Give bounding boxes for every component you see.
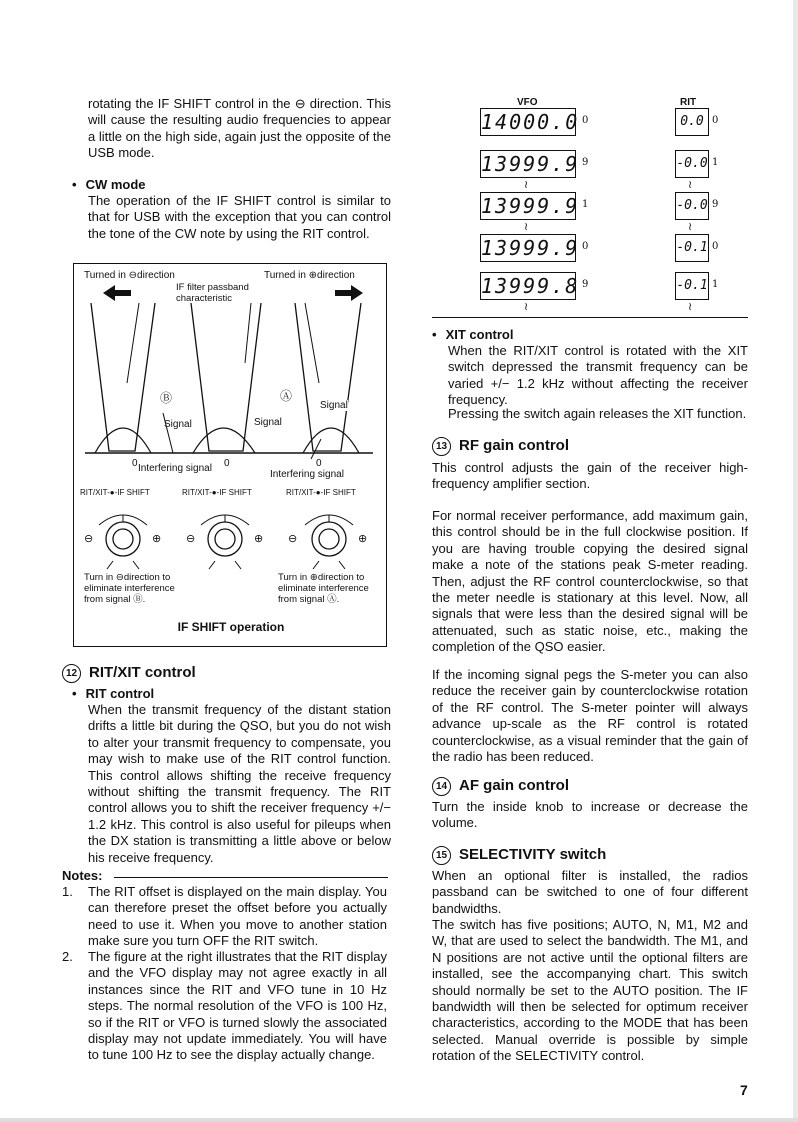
wave-mark: ≀	[688, 301, 693, 313]
vfo-display: 14000.0	[481, 110, 580, 134]
rit-subdigit: 0	[712, 241, 719, 252]
knob-plus-1: ⊕	[152, 533, 162, 545]
wave-mark: ≀	[688, 179, 693, 191]
wave-mark: ≀	[524, 179, 529, 191]
signal-label-left: Signal	[164, 419, 192, 430]
scan-edge-bottom	[0, 1118, 798, 1122]
scan-edge-right	[793, 0, 798, 1122]
rit-subdigit: 0	[712, 115, 719, 126]
knob-plus-3: ⊕	[358, 533, 368, 545]
section-15-p2: The switch has five positions; AUTO, N, M1, M2 and W, that are used to select the bandwidth. The M1, and N positions are not active until the optional filters are installed, see the accompanying chart. This switch should normally be set to the AUTO position. The IF bandwidth will then be selected for optimum receiver characteristics, according to the MODE that has been selected. Manual override is possible by simple rotation of the SELECTIVITY control.	[432, 917, 748, 1064]
if-shift-figure	[73, 263, 387, 647]
section-12-heading: 12 RIT/XIT control	[62, 664, 196, 683]
section-15-number: 15	[432, 846, 451, 865]
xit-control-text-2: Pressing the switch again releases the XIT function.	[448, 406, 747, 421]
interfering-label-left: Interfering signal	[138, 463, 212, 474]
zero-right: 0	[316, 458, 322, 469]
vfo-subdigit: 0	[582, 241, 589, 252]
rit-subdigit: 1	[712, 279, 719, 290]
cw-mode-text: The operation of the IF SHIFT control is similar to that for USB with the exception that you can control the tone of the CW note by using the RIT control.	[88, 193, 391, 241]
vfo-subdigit: 1	[582, 199, 589, 210]
rit-display: -0.0	[675, 192, 709, 220]
signal-label-right: Signal	[320, 400, 348, 411]
rit-label: RIT	[680, 97, 697, 108]
section-14-p1: Turn the inside knob to increase or decrease the volume.	[432, 799, 748, 831]
vfo-subdigit: 9	[582, 157, 589, 168]
rit-display: 0.0	[675, 108, 709, 136]
wave-mark: ≀	[524, 301, 529, 313]
knob-right	[305, 515, 353, 569]
knob-minus-3: ⊖	[288, 533, 298, 545]
knob-label-1: RIT/XIT-●-IF SHIFT	[80, 488, 150, 497]
note-2: 2. The figure at the right illustrates that the RIT display and the VFO display may not agree exactly in all instances since the RIT and VFO tune in 10 Hz steps. The normal resolution of the VFO is 100 Hz, so if the RIT or VFO is turned slowly the associated display may not update immediately. You will have to tune 100 Hz to see the display actually change.	[62, 949, 387, 1063]
knob-minus-1: ⊖	[84, 533, 94, 545]
rit-display: -0.1	[675, 234, 709, 262]
section-13-p2: For normal receiver performance, add maximum gain, this control should be in the full clockwise position. If you are having trouble copying the desired signal make a note of the stations peak S-meter reading. Then, adjust the RF control counterclockwise, so that the meter needle is stationary at this level. Now, all signals that were less than the desired signal will be attenuated, such as static noise, etc., making the completion of the QSO easier.	[432, 508, 748, 655]
zero-center: 0	[224, 458, 230, 469]
knob-label-3: RIT/XIT-●-IF SHIFT	[286, 488, 356, 497]
zero-left: 0	[132, 458, 138, 469]
section-15-p1: When an optional filter is installed, the radios passband can be switched to one of four different bandwidths.	[432, 868, 748, 916]
page-number: 7	[740, 1082, 748, 1098]
display-divider	[432, 317, 748, 318]
rit-subdigit: 1	[712, 157, 719, 168]
turn-minus-text: Turn in ⊖direction to eliminate interference from signal Ⓑ.	[84, 572, 175, 605]
xit-control-text: When the RIT/XIT control is rotated with the XIT switch depressed the transmit frequency can be varied +/− 1.2 kHz without affecting the receiver frequency.	[448, 343, 748, 408]
wave-mark: ≀	[688, 221, 693, 233]
vfo-label: VFO	[517, 97, 538, 108]
interfering-label-right: Interfering signal	[270, 469, 344, 480]
notes-heading: Notes:	[62, 868, 388, 883]
section-13-p1: This control adjusts the gain of the receiver high-frequency amplifier section.	[432, 460, 748, 492]
vfo-display: 13999.8	[481, 274, 580, 298]
turned-minus-label: Turned in ⊖direction	[84, 270, 175, 281]
figure-caption: IF SHIFT operation	[177, 620, 285, 634]
cw-mode-heading: • CW mode	[72, 177, 146, 192]
note-1: 1. The RIT offset is displayed on the main display. You can therefore preset the offset before you actually need to use it. When you move to another station make sure you turn OFF the RIT switch.	[62, 884, 387, 949]
vfo-display: 13999.9	[481, 152, 580, 176]
arrow-left-icon	[103, 285, 131, 301]
rit-control-text: When the transmit frequency of the distant station drifts a little bit during the QSO, but you do not wish to alter your transmit frequency to compensate, you may wish to make use of the RIT control function. This control allows shifting the receive frequency without shifting the transmit frequency. The RIT control allows you to shift the receiver frequency +/− 1.2 kHz. This control is also useful for pileups when the DX station is transmitting a little above or below his receive frequency.	[88, 702, 391, 865]
knob-label-2: RIT/XIT-●-IF SHIFT	[182, 488, 252, 497]
mark-b: Ⓑ	[160, 391, 173, 405]
wave-mark: ≀	[524, 221, 529, 233]
if-filter-label: IF filter passband characteristic	[176, 282, 249, 304]
section-13-p3: If the incoming signal pegs the S-meter you can also reduce the receiver gain by counterclockwise rotation of the RF control. The S-meter pointer will always advance up-scale as the RF control is rotated counterclockwise, as a visual reminder that the gain of the radio has been reduced.	[432, 667, 748, 765]
section-13-heading: 13 RF gain control	[432, 437, 569, 456]
intro-paragraph: rotating the IF SHIFT control in the ⊖ direction. This will cause the resulting audio frequencies to appear a little on the high side, again just the opposite of the USB mode.	[88, 96, 391, 161]
vfo-subdigit: 0	[582, 115, 589, 126]
knob-center	[201, 515, 249, 569]
signal-label-center: Signal	[254, 417, 282, 428]
rit-display: -0.0	[675, 150, 709, 178]
knob-minus-2: ⊖	[186, 533, 196, 545]
arrow-right-icon	[335, 285, 363, 301]
rit-subdigit: 9	[712, 199, 719, 210]
section-15-heading: 15 SELECTIVITY switch	[432, 846, 606, 865]
section-13-number: 13	[432, 437, 451, 456]
rit-display: -0.1	[675, 272, 709, 300]
knob-plus-2: ⊕	[254, 533, 264, 545]
xit-control-heading: • XIT control	[432, 327, 514, 342]
vfo-display: 13999.9	[481, 194, 580, 218]
vfo-subdigit: 9	[582, 279, 589, 290]
section-14-heading: 14 AF gain control	[432, 777, 569, 796]
mark-a: Ⓐ	[280, 389, 293, 403]
section-14-number: 14	[432, 777, 451, 796]
turn-plus-text: Turn in ⊕direction to eliminate interference from signal Ⓐ.	[278, 572, 369, 605]
knob-left	[99, 515, 147, 569]
turned-plus-label: Turned in ⊕direction	[264, 270, 355, 281]
section-12-number: 12	[62, 664, 81, 683]
rit-control-heading: • RIT control	[72, 686, 155, 701]
vfo-display: 13999.9	[481, 236, 580, 260]
